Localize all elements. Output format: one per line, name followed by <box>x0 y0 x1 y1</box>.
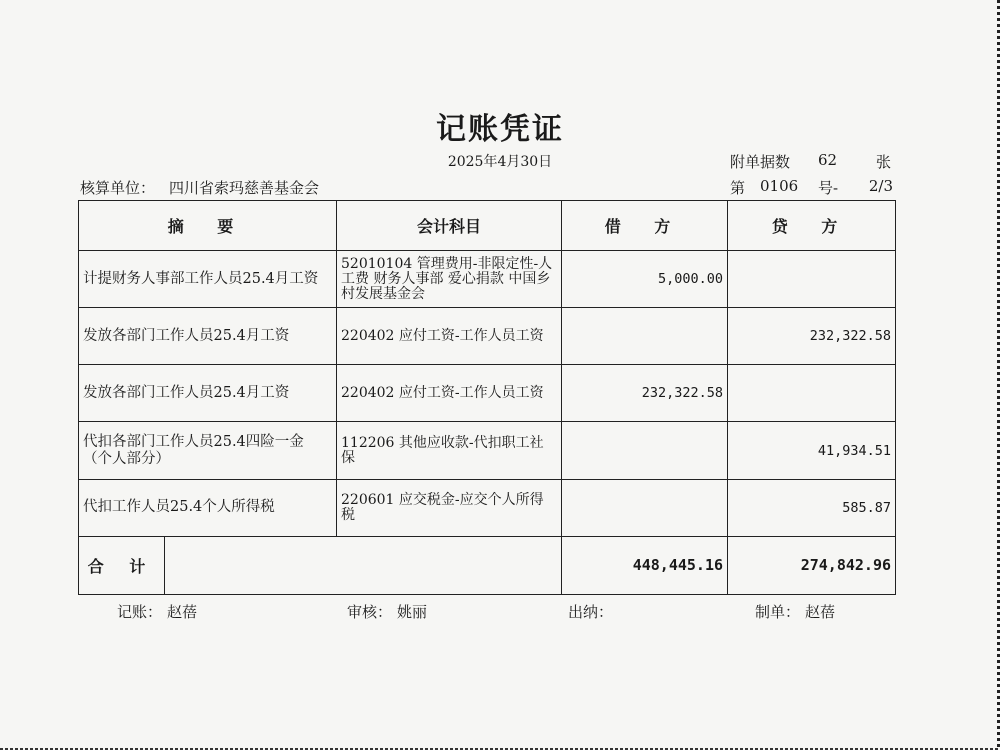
bookkeeper-name: 赵蓓 <box>167 603 198 621</box>
row-summary: 发放各部门工作人员25.4月工资 <box>79 308 337 365</box>
table-row <box>79 422 896 479</box>
row-account: 220601 应交税金-应交个人所得税 <box>337 479 562 536</box>
reviewer-name: 姚丽 <box>397 603 428 621</box>
row-debit <box>562 479 728 536</box>
attachment-unit: 张 <box>876 153 892 171</box>
attachment-count-label: 附单据数 <box>730 153 791 171</box>
row-account: 220402 应付工资-工作人员工资 <box>337 308 562 365</box>
voucher-page: 2/3 <box>868 177 893 195</box>
header-account: 会计科目 <box>337 201 562 251</box>
voucher-no-prefix: 第 <box>730 179 746 197</box>
accounting-unit-name: 四川省索玛慈善基金会 <box>169 179 320 197</box>
total-debit: 448,445.16 <box>562 536 728 594</box>
table-header-row <box>79 201 896 251</box>
row-account: 52010104 管理费用-非限定性-人工费 财务人事部 爱心捐款 中国乡村发展基金会 <box>337 251 562 308</box>
row-credit: 41,934.51 <box>728 422 896 479</box>
accounting-unit-label: 核算单位： <box>80 179 156 197</box>
table-row <box>79 308 896 365</box>
table-row <box>79 479 896 536</box>
row-account: 220402 应付工资-工作人员工资 <box>337 365 562 422</box>
row-credit: 232,322.58 <box>728 308 896 365</box>
total-blank-cell <box>165 536 562 594</box>
row-summary: 代扣工作人员25.4个人所得税 <box>79 479 337 536</box>
voucher-table <box>78 200 896 595</box>
header-summary: 摘 要 <box>79 201 337 251</box>
voucher-title: 记账凭证 <box>436 112 564 147</box>
row-summary: 发放各部门工作人员25.4月工资 <box>79 365 337 422</box>
preparer-name: 赵蓓 <box>805 603 836 621</box>
total-label: 合 计 <box>79 536 165 594</box>
row-debit <box>562 422 728 479</box>
row-debit <box>562 308 728 365</box>
row-summary: 代扣各部门工作人员25.4四险一金（个人部分） <box>79 422 337 479</box>
header-debit: 借 方 <box>562 201 728 251</box>
attachment-count: 62 <box>818 151 838 169</box>
voucher-date: 2025年4月30日 <box>447 154 553 170</box>
row-summary: 计提财务人事部工作人员25.4月工资 <box>79 251 337 308</box>
reviewer-label: 审核： <box>347 603 393 621</box>
row-credit: 585.87 <box>728 479 896 536</box>
table-row <box>79 365 896 422</box>
table-row <box>79 251 896 308</box>
cashier-label: 出纳： <box>568 603 614 621</box>
row-account: 112206 其他应收款-代扣职工社保 <box>337 422 562 479</box>
bookkeeper-label: 记账： <box>117 603 163 621</box>
row-debit: 232,322.58 <box>562 365 728 422</box>
total-credit: 274,842.96 <box>728 536 896 594</box>
total-row <box>79 536 896 594</box>
row-credit <box>728 365 896 422</box>
voucher-no-suffix: 号- <box>818 179 839 197</box>
voucher-number: 0106 <box>760 177 799 195</box>
header-credit: 贷 方 <box>728 201 896 251</box>
preparer-label: 制单： <box>755 603 801 621</box>
row-credit <box>728 251 896 308</box>
row-debit: 5,000.00 <box>562 251 728 308</box>
